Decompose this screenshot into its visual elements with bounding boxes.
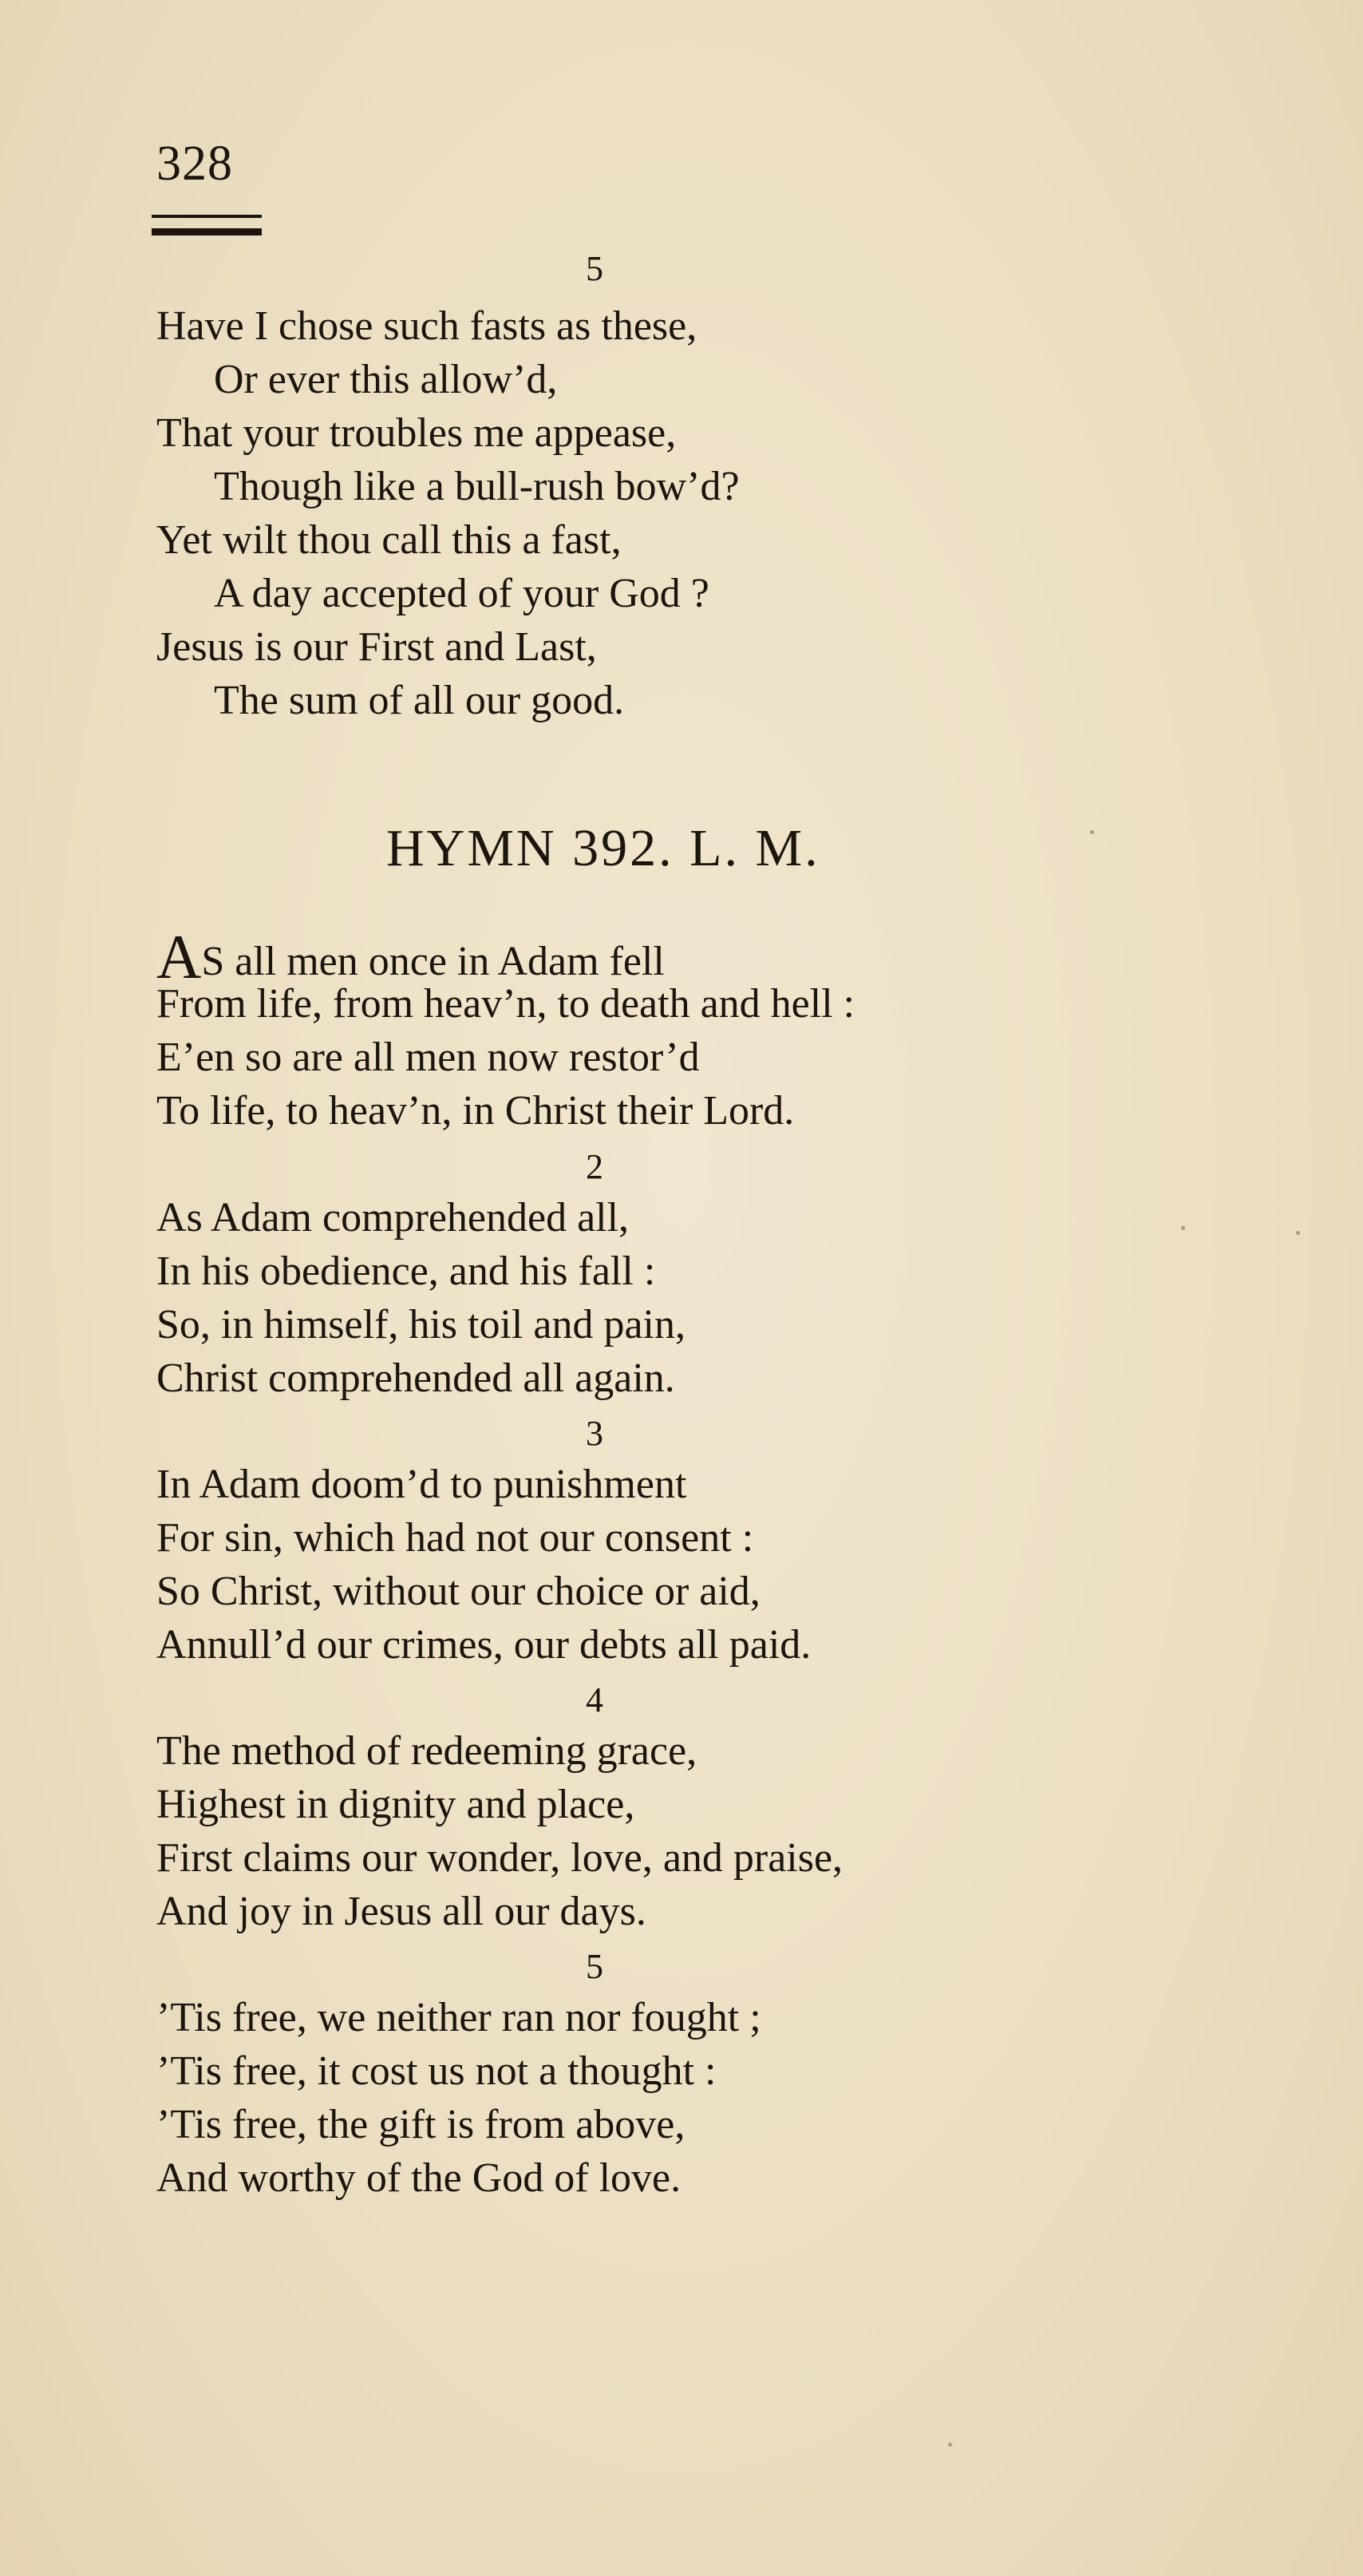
- stanza-number: 2: [586, 1147, 603, 1186]
- verse-line: For sin, which had not our consent :: [156, 1515, 754, 1561]
- verse-line: ’Tis free, the gift is from above,: [156, 2102, 685, 2147]
- verse-line: That your troubles me appease,: [156, 410, 677, 456]
- verse-line: Have I chose such fasts as these,: [156, 303, 697, 349]
- verse-line: Annull’d our crimes, our debts all paid.: [156, 1622, 812, 1668]
- verse-line: Though like a bull-rush bow’d?: [214, 464, 740, 509]
- verse-line: And worthy of the God of love.: [156, 2155, 682, 2201]
- verse-line: So, in himself, his toil and pain,: [156, 1302, 685, 1347]
- verse-line: ’Tis free, it cost us not a thought :: [156, 2048, 717, 2094]
- verse-line: Christ comprehended all again.: [156, 1355, 675, 1401]
- verse-line: In Adam doom’d to punishment: [156, 1462, 687, 1507]
- verse-line: First claims our wonder, love, and praise,: [156, 1835, 843, 1881]
- paper-speck: [1090, 830, 1094, 834]
- verse-line: The sum of all our good.: [214, 678, 625, 723]
- page-number: 328: [156, 137, 233, 191]
- paper-speck: [948, 2443, 952, 2447]
- verse-line: So Christ, without our choice or aid,: [156, 1569, 761, 1614]
- header-rule-thick: [152, 228, 262, 235]
- verse-line: Highest in dignity and place,: [156, 1782, 635, 1827]
- stanza-number: 4: [586, 1680, 603, 1719]
- verse-line: Yet wilt thou call this a fast,: [156, 517, 622, 563]
- hymn-title: HYMN 392. L. M.: [386, 819, 820, 877]
- verse-line: To life, to heav’n, in Christ their Lord.: [156, 1088, 795, 1134]
- stanza-number: 3: [586, 1414, 603, 1453]
- header-rule-thin: [152, 215, 262, 218]
- verse-line: Or ever this allow’d,: [214, 357, 558, 402]
- verse-line: As Adam comprehended all,: [156, 1195, 630, 1241]
- paper-speck: [1296, 1231, 1300, 1235]
- verse-line: A day accepted of your God ?: [214, 571, 709, 616]
- stanza-number: 5: [586, 1947, 603, 1986]
- drop-cap: A: [156, 922, 202, 991]
- stanza-number: 5: [586, 249, 603, 288]
- verse-line: From life, from heav’n, to death and hell :: [156, 981, 855, 1027]
- verse-line: ’Tis free, we neither ran nor fought ;: [156, 1995, 761, 2040]
- verse-line: E’en so are all men now restor’d: [156, 1035, 700, 1080]
- verse-line: In his obedience, and his fall :: [156, 1248, 656, 1294]
- verse-line: Jesus is our First and Last,: [156, 624, 597, 670]
- verse-line: The method of redeeming grace,: [156, 1728, 697, 1774]
- paper-speck: [1181, 1226, 1185, 1230]
- verse-line-first: [156, 922, 665, 991]
- first-line-rest: S all men once in Adam fell: [201, 939, 665, 984]
- verse-line: And joy in Jesus all our days.: [156, 1889, 646, 1934]
